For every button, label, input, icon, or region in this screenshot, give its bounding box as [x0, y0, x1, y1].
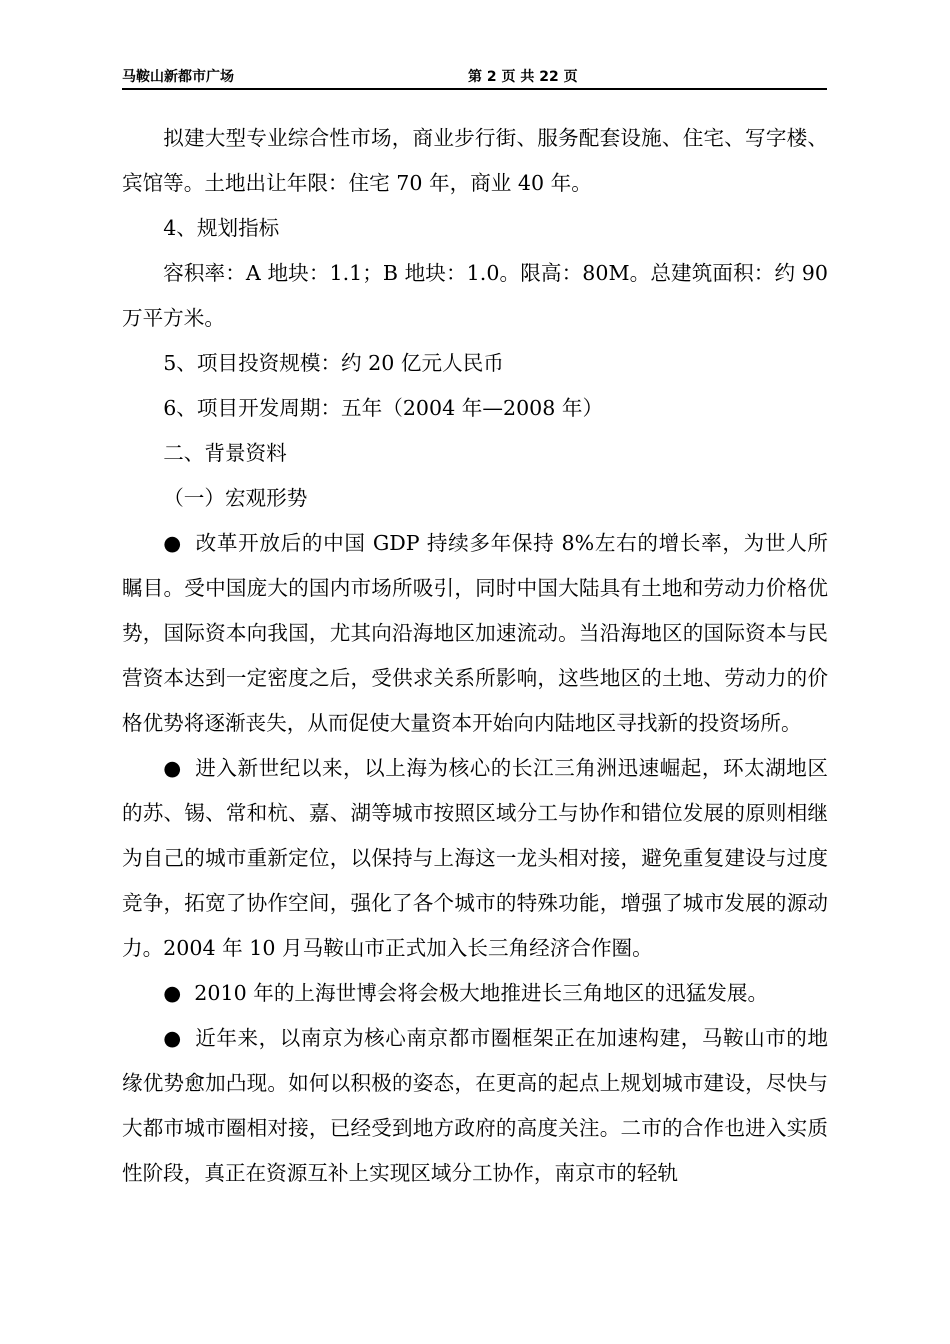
paragraph-land-use: 拟建大型专业综合性市场，商业步行街、服务配套设施、住宅、写字楼、宾馆等。土地出让年限：住宅 70 年，商业 40 年。 — [122, 126, 828, 195]
bullet-icon: ● — [163, 981, 182, 1005]
page-header — [122, 64, 827, 90]
bullet-text: 2010 年的上海世博会将会极大地推进长三角地区的迅猛发展。 — [194, 981, 769, 1005]
bullet-icon: ● — [163, 756, 182, 780]
document-title: 马鞍山新都市广场 — [122, 69, 234, 85]
page-number: 第 2 页 共 22 页 — [468, 69, 578, 85]
heading-macro-situation: （一）宏观形势 — [163, 486, 308, 510]
paragraph-plot-ratio: 容积率：A 地块：1.1；B 地块：1.0。限高：80M。总建筑面积：约 90 万平方米。 — [122, 261, 828, 330]
bullet-text: 近年来，以南京为核心南京都市圈框架正在加速构建，马鞍山市的地缘优势愈加凸现。如何以积极的姿态，在更高的起点上规划城市建设，尽快与大都市城市圈相对接，已经受到地方政府的高度关注。二市的合作也进入实质性阶段，真正在资源互补上实现区域分工协作，南京市的轻轨 — [122, 1026, 829, 1185]
bullet-icon: ● — [163, 531, 182, 555]
bullet-icon: ● — [163, 1026, 182, 1050]
bullet-paragraph-gdp — [122, 521, 828, 746]
heading-investment-scale: 5、项目投资规模：约 20 亿元人民币 — [163, 351, 504, 375]
heading-background: 二、背景资料 — [163, 441, 287, 465]
heading-planning-indicators: 4、规划指标 — [163, 216, 280, 240]
heading-development-period: 6、项目开发周期：五年（2004 年—2008 年） — [163, 396, 604, 420]
bullet-paragraph-expo — [122, 971, 828, 1016]
bullet-text: 改革开放后的中国 GDP 持续多年保持 8%左右的增长率，为世人所瞩目。受中国庞大的国内市场所吸引，同时中国大陆具有土地和劳动力价格优势，国际资本向我国，尤其向沿海地区加速流动。当沿海地区的国际资本与民营资本达到一定密度之后，受供求关系所影响，这些地区的土地、劳动力的价格优势将逐渐丧失，从而促使大量资本开始向内陆地区寻找新的投资场所。 — [122, 531, 829, 735]
bullet-text: 进入新世纪以来，以上海为核心的长江三角洲迅速崛起，环太湖地区的苏、锡、常和杭、嘉、湖等城市按照区域分工与协作和错位发展的原则相继为自己的城市重新定位，以保持与上海这一龙头相对接，避免重复建设与过度竞争，拓宽了协作空间，强化了各个城市的特殊功能，增强了城市发展的源动力。2004 年 10 月马鞍山市正式加入长三角经济合作圈。 — [122, 756, 829, 960]
bullet-paragraph-yangtze-delta — [122, 746, 828, 971]
bullet-paragraph-nanjing — [122, 1016, 828, 1196]
document-body — [122, 116, 828, 1196]
